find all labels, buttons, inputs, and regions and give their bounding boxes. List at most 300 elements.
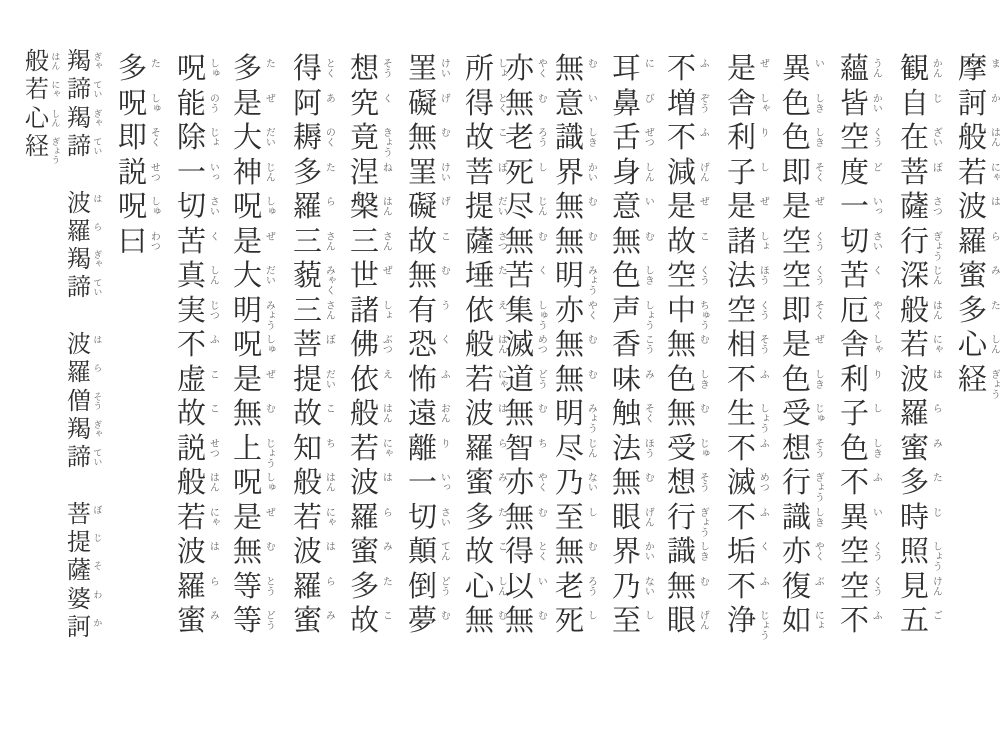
kanji-glyph: 薩 xyxy=(900,191,930,223)
furigana-label: てい xyxy=(92,136,103,155)
furigana-label: てい xyxy=(92,448,103,467)
furigana-label: い xyxy=(585,92,597,103)
furigana-label: くう xyxy=(870,127,882,147)
kanji-glyph: 若 xyxy=(293,501,323,534)
kanji-glyph: 時 xyxy=(900,501,930,534)
kanji-glyph: 是 xyxy=(233,225,263,258)
kanji-glyph: 厄 xyxy=(840,294,870,327)
furigana-label: ら xyxy=(92,221,103,231)
kanji-glyph: 意 xyxy=(612,191,642,223)
kanji-glyph: 真 xyxy=(177,260,207,292)
kanji-glyph: 多 xyxy=(958,294,988,327)
sutra-char xyxy=(177,87,219,125)
furigana-label: じょう xyxy=(757,610,769,640)
sutra-char xyxy=(408,225,450,263)
sutra-char xyxy=(612,156,654,194)
kanji-glyph: 究 xyxy=(350,87,380,120)
kanji-glyph: 倒 xyxy=(408,570,438,603)
sutra-char xyxy=(782,432,824,470)
sutra-char xyxy=(177,501,219,539)
furigana-label: しき xyxy=(585,127,597,147)
kanji-glyph: 無 xyxy=(555,225,585,258)
kanji-glyph: 波 xyxy=(67,332,91,358)
kanji-glyph: 色 xyxy=(782,87,812,120)
sutra-char xyxy=(505,467,547,504)
furigana-label: せつ xyxy=(148,161,160,182)
furigana-label: こ xyxy=(495,541,507,551)
kanji-glyph: 亦 xyxy=(505,53,535,85)
sutra-char xyxy=(667,191,709,228)
kanji-glyph: 意 xyxy=(555,87,585,120)
sutra-char xyxy=(350,191,392,228)
kanji-glyph: 呪 xyxy=(118,87,148,120)
sutra-char xyxy=(293,432,335,470)
kanji-glyph: 鼻 xyxy=(612,87,642,120)
sutra-char xyxy=(350,53,392,90)
furigana-label: じゅ xyxy=(697,437,709,458)
kanji-glyph: 空 xyxy=(840,536,870,568)
sutra-char xyxy=(177,605,219,642)
furigana-label: み xyxy=(495,472,507,482)
furigana-label: ぜ xyxy=(263,230,275,241)
kanji-glyph: 説 xyxy=(118,156,148,189)
furigana-label: みょう xyxy=(263,299,275,330)
sutra-char xyxy=(350,536,392,573)
kanji-glyph: 苦 xyxy=(177,225,207,258)
sutra-char xyxy=(667,225,709,263)
furigana-label: にゃ xyxy=(207,506,219,527)
kanji-glyph: 除 xyxy=(177,122,207,154)
kanji-glyph: 佛 xyxy=(350,329,380,361)
furigana-label: さん xyxy=(323,299,335,320)
sutra-char xyxy=(233,260,275,297)
sutra-char xyxy=(505,294,547,332)
furigana-label: しゅ xyxy=(148,92,160,113)
kanji-glyph: 恐 xyxy=(408,329,438,361)
furigana-label: めつ xyxy=(757,472,769,492)
kanji-glyph: 依 xyxy=(465,294,495,327)
sutra-char xyxy=(233,329,275,366)
furigana-label: ぜ xyxy=(263,92,275,103)
kanji-glyph: 離 xyxy=(408,432,438,465)
kanji-glyph: 波 xyxy=(67,190,91,217)
furigana-label: い xyxy=(812,58,824,68)
sutra-char xyxy=(233,432,275,470)
sutra-char xyxy=(727,467,769,504)
sutra-char xyxy=(555,191,597,228)
sutra-char xyxy=(612,260,654,297)
kanji-glyph: 羅 xyxy=(293,570,323,603)
kanji-glyph: 色 xyxy=(782,363,812,396)
furigana-label: しょう xyxy=(757,403,769,433)
sutra-char xyxy=(727,294,769,332)
sutra-char xyxy=(293,260,335,297)
kanji-glyph: 利 xyxy=(840,363,870,396)
kanji-glyph: 耨 xyxy=(293,122,323,154)
sutra-char xyxy=(350,156,392,194)
kanji-glyph: 明 xyxy=(233,294,263,327)
furigana-label: しゅ xyxy=(148,196,160,216)
furigana-label: ぎゃ xyxy=(92,52,103,70)
kanji-glyph: 滅 xyxy=(505,329,535,361)
kanji-glyph: 空 xyxy=(840,570,870,603)
furigana-label: ら xyxy=(495,437,507,448)
sutra-char xyxy=(233,467,275,504)
kanji-glyph: 色 xyxy=(612,260,642,292)
kanji-glyph: 想 xyxy=(782,432,812,465)
kanji-glyph: 多 xyxy=(233,53,263,85)
kanji-glyph: 舎 xyxy=(727,87,757,120)
furigana-label: む xyxy=(642,472,654,482)
kanji-glyph: 経 xyxy=(25,133,49,160)
sutra-char xyxy=(667,294,709,332)
kanji-glyph: 不 xyxy=(840,605,870,637)
kanji-glyph: 道 xyxy=(505,363,535,396)
furigana-label: ぎょう xyxy=(50,136,61,164)
kanji-glyph: 波 xyxy=(350,467,380,499)
kanji-glyph: 声 xyxy=(612,294,642,327)
kanji-glyph: 波 xyxy=(177,536,207,568)
furigana-label: しき xyxy=(812,368,824,389)
furigana-label: のう xyxy=(207,92,219,113)
kanji-glyph: 諸 xyxy=(727,225,757,258)
furigana-label: のく xyxy=(323,127,335,147)
furigana-label: ら xyxy=(92,363,103,373)
sutra-char xyxy=(505,87,547,125)
furigana-label: ふ xyxy=(870,472,882,482)
sutra-char xyxy=(958,260,1000,297)
furigana-label: ぎょう xyxy=(930,230,942,261)
sutra-char xyxy=(465,225,507,263)
sutra-char xyxy=(465,501,507,539)
sutra-char xyxy=(118,156,160,194)
kanji-glyph: 苦 xyxy=(840,260,870,292)
kanji-glyph: 多 xyxy=(293,156,323,189)
sutra-char xyxy=(505,122,547,159)
sutra-char xyxy=(612,122,654,159)
furigana-label: やく xyxy=(535,472,547,492)
sutra-char xyxy=(612,570,654,608)
furigana-label: かい xyxy=(585,161,597,182)
furigana-label: やく xyxy=(870,299,882,320)
furigana-label: うん xyxy=(870,58,882,78)
furigana-label: ど xyxy=(870,161,882,172)
furigana-label: こ xyxy=(495,127,507,137)
sutra-char xyxy=(555,398,597,435)
kanji-glyph: 自 xyxy=(900,87,930,120)
sutra-char xyxy=(667,398,709,435)
furigana-label: ふ xyxy=(207,334,219,344)
kanji-glyph: 提 xyxy=(465,191,495,223)
sutra-char xyxy=(350,329,392,366)
furigana-label: え xyxy=(380,368,392,379)
furigana-label: こ xyxy=(207,368,219,379)
furigana-label: ぎゃ xyxy=(92,250,103,269)
kanji-glyph: 不 xyxy=(727,501,757,534)
sutra-char xyxy=(840,570,882,608)
kanji-glyph: 乃 xyxy=(612,570,642,603)
kanji-glyph: 不 xyxy=(177,329,207,361)
kanji-glyph: 色 xyxy=(782,122,812,154)
kanji-glyph: 垢 xyxy=(727,536,757,568)
sutra-char xyxy=(555,501,597,539)
furigana-label: ない xyxy=(585,472,597,492)
sutra-char xyxy=(177,53,219,90)
furigana-label: だい xyxy=(263,265,275,285)
furigana-label: しゃ xyxy=(870,334,882,354)
sutra-char xyxy=(958,225,1000,263)
furigana-label: いっ xyxy=(870,196,882,216)
furigana-label: しん xyxy=(642,161,654,182)
sutra-char xyxy=(612,53,654,90)
kanji-glyph: 婆 xyxy=(67,586,91,613)
furigana-label: ぎょう xyxy=(812,472,824,502)
kanji-glyph: 受 xyxy=(782,398,812,430)
furigana-label: ぜ xyxy=(380,265,392,275)
sutra-char xyxy=(350,294,392,332)
sutra-char xyxy=(118,225,160,263)
furigana-label: ぜ xyxy=(757,58,769,68)
furigana-label: ぼ xyxy=(92,504,103,514)
sutra-char xyxy=(727,432,769,470)
kanji-glyph: 諦 xyxy=(67,133,91,160)
furigana-label: じ xyxy=(92,533,103,543)
kanji-glyph: 藐 xyxy=(293,260,323,292)
furigana-label: か xyxy=(92,618,103,627)
furigana-label: た xyxy=(263,58,275,68)
kanji-glyph: 呪 xyxy=(233,329,263,361)
sutra-char xyxy=(667,467,709,504)
sutra-char xyxy=(118,191,160,228)
sutra-char xyxy=(782,467,824,504)
kanji-glyph: 多 xyxy=(350,570,380,603)
furigana-label: た xyxy=(148,58,160,68)
kanji-glyph: 舎 xyxy=(840,329,870,361)
sutra-char xyxy=(900,156,942,194)
furigana-label: さん xyxy=(323,230,335,251)
furigana-label: り xyxy=(438,437,450,448)
kanji-glyph: 若 xyxy=(350,432,380,465)
furigana-label: ふ xyxy=(757,575,769,586)
sutra-char xyxy=(465,570,507,608)
furigana-label: む xyxy=(263,403,275,413)
sutra-char xyxy=(465,398,507,435)
kanji-glyph: 味 xyxy=(612,363,642,396)
kanji-glyph: 菩 xyxy=(900,156,930,189)
kanji-glyph: 等 xyxy=(233,605,263,637)
sutra-char xyxy=(555,260,597,297)
kanji-glyph: 照 xyxy=(900,536,930,568)
furigana-label: ち xyxy=(323,437,335,448)
sutra-char xyxy=(667,432,709,470)
sutra-char xyxy=(840,501,882,539)
kanji-glyph: 故 xyxy=(408,225,438,258)
kanji-glyph: 訶 xyxy=(958,87,988,120)
sutra-char xyxy=(408,122,450,159)
furigana-label: しゅう xyxy=(535,299,547,330)
kanji-glyph: 曰 xyxy=(118,225,148,258)
kanji-glyph: 羅 xyxy=(465,432,495,465)
sutra-char xyxy=(465,260,507,297)
furigana-label: そく xyxy=(148,127,160,147)
kanji-glyph: 有 xyxy=(408,294,438,327)
furigana-label: し xyxy=(585,610,597,620)
kanji-glyph: 想 xyxy=(350,53,380,85)
furigana-label: ろう xyxy=(535,127,547,147)
kanji-glyph: 無 xyxy=(505,605,535,637)
furigana-label: ふ xyxy=(697,58,709,68)
sutra-char xyxy=(505,156,547,194)
kanji-glyph: 羅 xyxy=(350,501,380,534)
sutra-char xyxy=(177,363,219,401)
furigana-label: み xyxy=(642,368,654,379)
sutra-char xyxy=(900,398,942,435)
sutra-char xyxy=(782,363,824,401)
sutra-char xyxy=(840,260,882,297)
kanji-glyph: 不 xyxy=(727,363,757,396)
furigana-label: げ xyxy=(438,92,450,103)
furigana-label: とう xyxy=(263,575,275,596)
furigana-label: く xyxy=(380,92,392,103)
furigana-label: さん xyxy=(380,230,392,251)
kanji-glyph: 無 xyxy=(612,225,642,258)
kanji-glyph: 行 xyxy=(667,501,697,534)
kanji-glyph: 是 xyxy=(233,501,263,534)
sutra-char xyxy=(67,445,103,481)
sutra-char xyxy=(840,53,882,90)
sutra-char xyxy=(667,329,709,366)
sutra-char xyxy=(727,87,769,125)
kanji-glyph: 見 xyxy=(900,570,930,603)
kanji-glyph: 若 xyxy=(900,329,930,361)
kanji-glyph: 眼 xyxy=(667,605,697,637)
furigana-label: しき xyxy=(697,541,709,561)
kanji-glyph: 多 xyxy=(118,53,148,85)
furigana-label: きょう xyxy=(380,127,392,157)
sutra-char xyxy=(233,122,275,159)
furigana-label: はん xyxy=(930,299,942,320)
sutra-char xyxy=(177,536,219,573)
sutra-char xyxy=(782,225,824,263)
furigana-label: さつ xyxy=(930,196,942,216)
furigana-label: は xyxy=(930,368,942,379)
furigana-label: しん xyxy=(50,108,61,127)
sutra-char xyxy=(555,570,597,608)
furigana-label: わ xyxy=(92,589,103,599)
sutra-char xyxy=(408,156,450,194)
sutra-char xyxy=(350,398,392,435)
furigana-label: いっ xyxy=(207,161,219,182)
sutra-char xyxy=(233,53,275,90)
sutra-char xyxy=(177,294,219,332)
sutra-char xyxy=(727,570,769,608)
kanji-glyph: 死 xyxy=(505,156,535,189)
kanji-glyph: 無 xyxy=(555,191,585,223)
kanji-glyph: 摩 xyxy=(958,53,988,85)
sutra-char xyxy=(293,87,335,125)
furigana-label: しん xyxy=(988,334,1000,354)
sutra-char xyxy=(505,605,547,642)
sutra-char xyxy=(293,191,335,228)
furigana-label: ね xyxy=(380,161,392,172)
sutra-char xyxy=(233,294,275,332)
sutra-char xyxy=(555,294,597,332)
sutra-char xyxy=(293,225,335,263)
kanji-glyph: 神 xyxy=(233,156,263,189)
furigana-label: く xyxy=(207,230,219,241)
sutra-char xyxy=(408,501,450,539)
sutra-char xyxy=(350,432,392,470)
sutra-char xyxy=(293,363,335,401)
furigana-label: く xyxy=(535,265,547,275)
sutra-char xyxy=(727,260,769,297)
furigana-label: ぼ xyxy=(323,334,335,344)
sutra-char xyxy=(900,467,942,504)
kanji-glyph: 亦 xyxy=(505,467,535,499)
furigana-label: そ xyxy=(92,561,103,571)
sutra-char xyxy=(408,536,450,573)
sutra-char xyxy=(350,467,392,504)
furigana-label: ふ xyxy=(757,368,769,379)
kanji-glyph: 即 xyxy=(782,294,812,327)
furigana-label: む xyxy=(535,610,547,620)
furigana-label: ぎょう xyxy=(988,368,1000,399)
sutra-char xyxy=(612,87,654,125)
sutra-char xyxy=(840,467,882,504)
furigana-label: り xyxy=(870,368,882,379)
sutra-char xyxy=(118,53,160,90)
kanji-glyph: 若 xyxy=(958,156,988,189)
sutra-char xyxy=(555,122,597,159)
furigana-label: さい xyxy=(870,230,882,251)
sutra-char xyxy=(465,191,507,228)
furigana-label: む xyxy=(438,610,450,620)
kanji-glyph: 是 xyxy=(782,329,812,361)
kanji-glyph: 香 xyxy=(612,329,642,361)
kanji-glyph: 異 xyxy=(840,501,870,534)
kanji-glyph: 諦 xyxy=(67,77,91,104)
kanji-glyph: 上 xyxy=(233,432,263,465)
kanji-glyph: 般 xyxy=(293,467,323,499)
kanji-glyph: 波 xyxy=(958,191,988,223)
furigana-label: は xyxy=(495,403,507,413)
sutra-char xyxy=(177,329,219,366)
sutra-char xyxy=(408,398,450,435)
furigana-label: にゃ xyxy=(930,334,942,354)
furigana-label: し xyxy=(757,161,769,172)
kanji-glyph: 波 xyxy=(900,363,930,396)
furigana-label: じゅ xyxy=(812,403,824,423)
furigana-label: かい xyxy=(642,541,654,561)
kanji-glyph: 波 xyxy=(293,536,323,568)
sutra-char xyxy=(408,87,450,125)
kanji-glyph: 故 xyxy=(350,605,380,637)
sutra-char xyxy=(293,536,335,573)
furigana-label: い xyxy=(870,506,882,517)
kanji-glyph: 心 xyxy=(25,105,49,132)
furigana-label: げん xyxy=(642,506,654,527)
sutra-char xyxy=(408,260,450,297)
sutra-char xyxy=(727,156,769,194)
sutra-char xyxy=(782,294,824,332)
kanji-glyph: 所 xyxy=(465,53,495,85)
kanji-glyph: 深 xyxy=(900,260,930,292)
kanji-glyph: 三 xyxy=(293,225,323,258)
sutra-char xyxy=(233,570,275,608)
kanji-glyph: 行 xyxy=(782,467,812,499)
kanji-glyph: 無 xyxy=(555,53,585,85)
kanji-glyph: 識 xyxy=(782,501,812,534)
